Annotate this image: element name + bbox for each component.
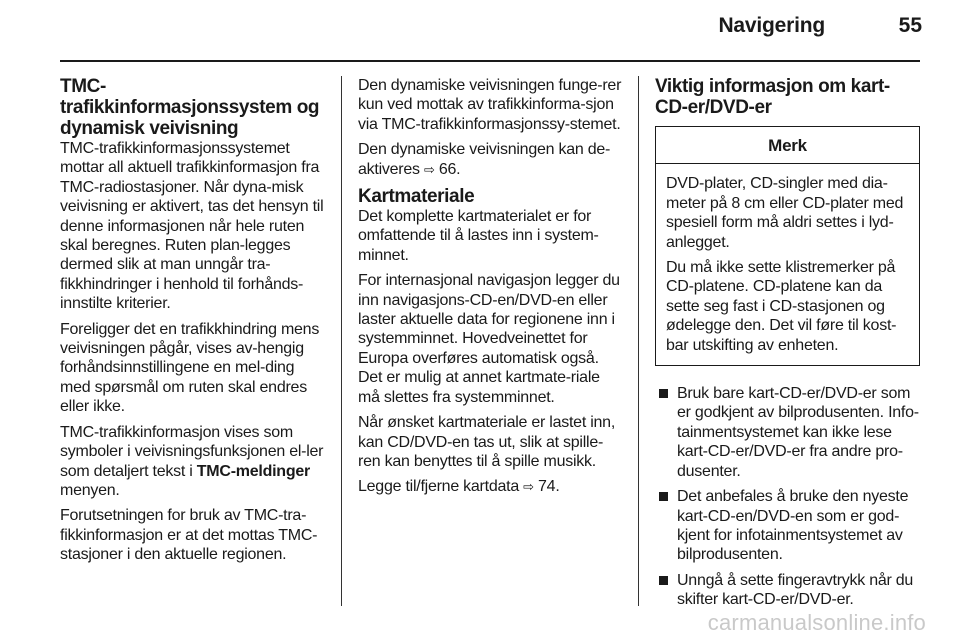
tmc-paragraph-4: Forutsetningen for bruk av TMC-tra-fikkinformasjon er at det mottas TMC-stasjoner i den aktuelle regionen. [60, 507, 318, 564]
kartmateriale-paragraph-4 [358, 477, 622, 497]
map-cd-heading: Viktig informasjon om kart-CD-er/DVD-er [655, 76, 890, 118]
tmc-paragraph-3-text: TMC-trafikkinformasjon vises som symboler i veivisningsfunksjonen el-ler som detaljert tekst i [60, 423, 324, 480]
note-box [655, 126, 920, 366]
page-reference-arrow-icon: ⇨ [523, 480, 534, 496]
tmc-paragraph-3-end: menyen. [60, 481, 120, 499]
tmc-paragraph-2: Foreligger det en trafikkhindring mens veivisningen pågår, vises av-hengig forhåndsinnstillingene en mel-ding med spørsmål om ruten skal endres eller ikke. [60, 320, 320, 416]
note-body [656, 164, 919, 365]
tmc-heading: TMC-trafikkinformasjonssystem og dynamisk veivisning [60, 76, 320, 139]
note-title: Merk [656, 127, 919, 164]
header-rule [60, 60, 920, 62]
list-item-text: Det anbefales å bruke den nyeste kart-CD-en/DVD-en som er god-kjent for infotainmentsystemet av bilprodusenten. [677, 488, 909, 564]
add-remove-map-text: Legge til/fjerne kartdata [358, 478, 524, 496]
page-reference: 66. [434, 160, 461, 178]
note-paragraph-1: DVD-plater, CD-singler med dia-meter på 8 cm eller CD-plater med spesiell form må aldri settes i lyd-anlegget. [666, 175, 904, 251]
page-reference-arrow-icon: ⇨ [423, 162, 435, 178]
column-right [655, 76, 920, 616]
kartmateriale-heading: Kartmateriale [358, 186, 475, 208]
column-left [60, 76, 325, 571]
column-middle [358, 76, 622, 504]
page-number: 55 [898, 14, 922, 37]
section-title: Navigering [718, 14, 825, 37]
list-item [655, 384, 920, 481]
tmc-paragraph-1: TMC-trafikkinformasjonssystemet mottar all aktuell trafikkinformasjon fra TMC-radiostasjoner. Når dyna-misk veivisning er aktivert, tas det hensyn til denne informasjonen når hele ruten skal beregnes. Ruten plan-legges dermed slik at man unngår tra-fikkhindringer i henhold til forhånds-innstilte kriterier. [60, 140, 324, 313]
bullet-list [655, 384, 920, 609]
square-bullet-icon [659, 389, 668, 398]
square-bullet-icon [659, 492, 668, 501]
dynamic-guidance-paragraph-1: Den dynamiske veivisningen funge-rer kun ved mottak av trafikkinforma-sjon via TMC-trafikkinformasjonssy-stemet. [358, 77, 622, 133]
kartmateriale-paragraph-2: For internasjonal navigasjon legger du inn navigasjons-CD-en/DVD-en eller laster aktuelle data for regionene inn i systemminnet. Hovedveinettet for Europa overføres automatisk også. Det er mulig at annet kartmate-riale må slettes fra systemminnet. [358, 272, 620, 406]
column-divider [638, 76, 639, 606]
note-paragraph-2: Du må ikke sette klistremerker på CD-platene. CD-platene kan da sette seg fast i CD-stasjonen og ødelegge den. Det vil føre til kost-bar utskifting av enheten. [666, 259, 897, 354]
list-item [655, 571, 920, 610]
kartmateriale-paragraph-1: Det komplette kartmaterialet er for omfattende til å lastes inn i system-minnet. [358, 208, 599, 264]
list-item [655, 487, 920, 565]
tmc-meldinger-menu-name: TMC-meldinger [196, 462, 310, 480]
dynamic-guidance-paragraph-2 [358, 140, 622, 180]
watermark: carmanualsonline.info [707, 610, 926, 635]
tmc-paragraph-3 [60, 423, 325, 501]
page-reference: 74. [533, 478, 560, 496]
kartmateriale-paragraph-3: Når ønsket kartmateriale er lastet inn, kan CD/DVD-en tas ut, slik at spille-ren kan benyttes til å spille musikk. [358, 414, 616, 470]
list-item-text: Bruk bare kart-CD-er/DVD-er som er godkjent av bilprodusenten. Info-tainmentsystemet kan ikke lese kart-CD-er/DVD-er fra andre pro-dusenter. [677, 385, 919, 480]
square-bullet-icon [659, 576, 668, 585]
list-item-text: Unngå å sette fingeravtrykk når du skifter kart-CD-er/DVD-er. [677, 571, 914, 609]
column-divider [341, 76, 342, 606]
deactivate-text: Den dynamiske veivisningen kan de-aktiveres [358, 141, 611, 178]
